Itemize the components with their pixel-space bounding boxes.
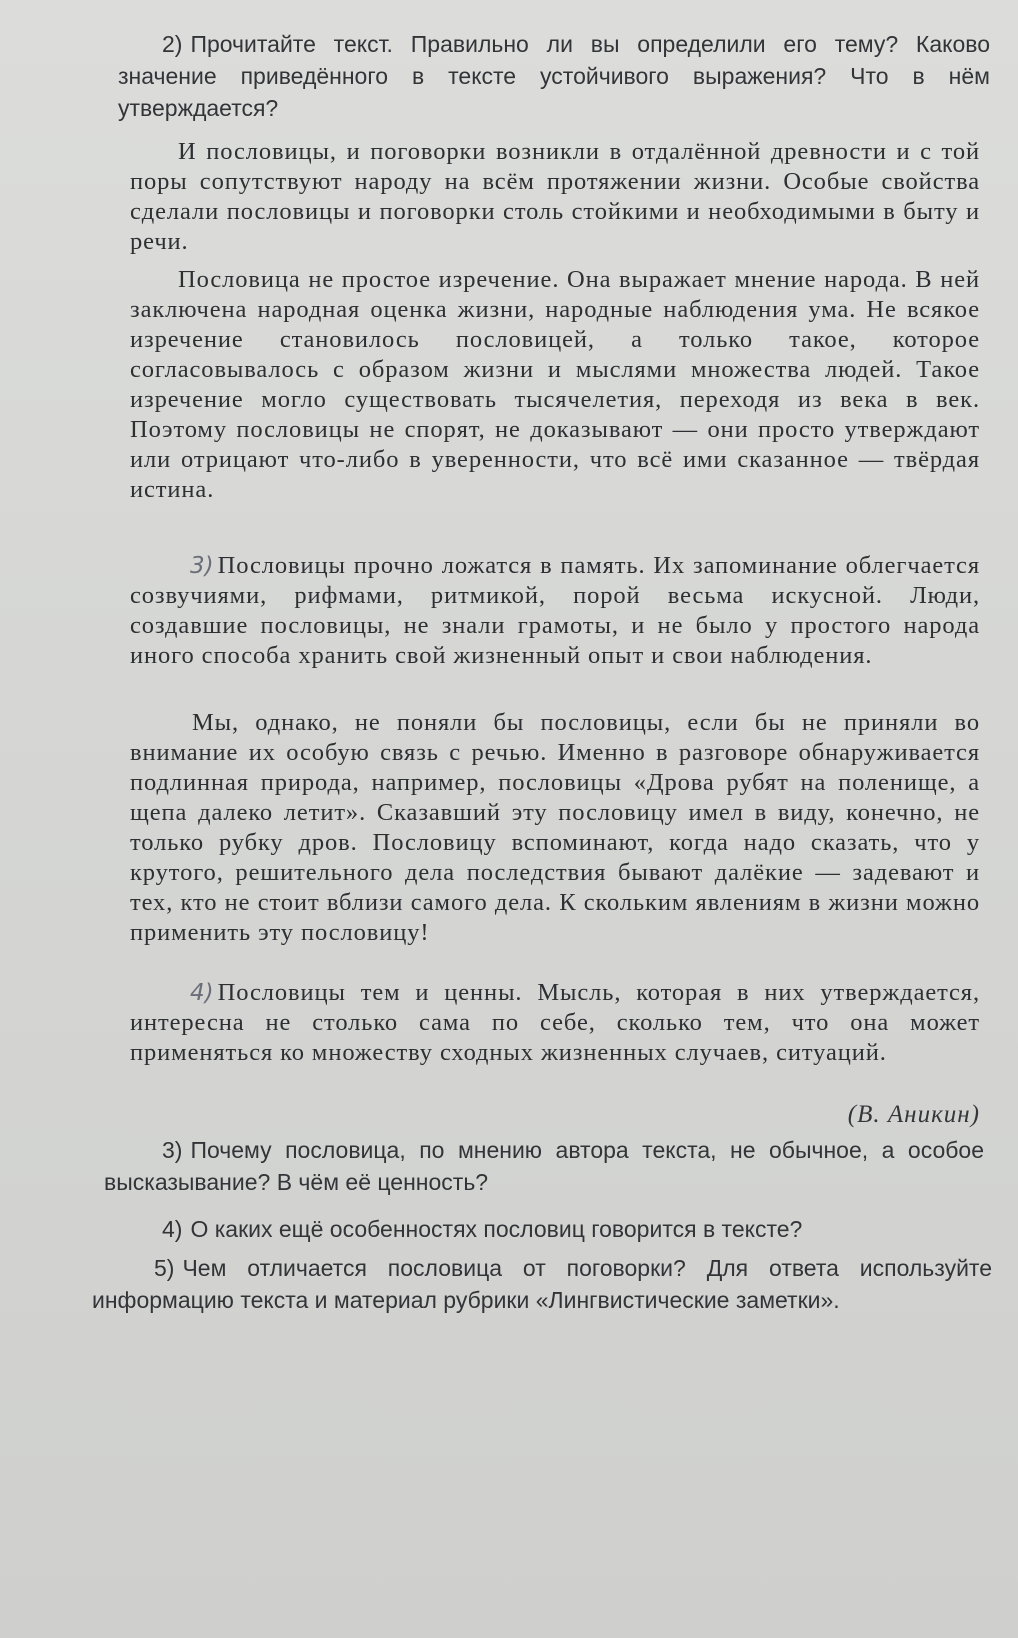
task-5-number: 5) <box>154 1255 175 1281</box>
paragraph-4: Мы, однако, не поняли бы пословицы, если бы не приняли во внимание их особую связь с речью. Именно в разговоре обнаруживается подлинная природа, например, пословицы «Дрова рубят на поленище, а щепа далеко летит». Сказавший эту пословицу имел в виду, конечно, не только рубку дров. Пословицу вспоминают, когда надо сказать, что у крутого, решительного дела последствия бывают далёкие — задевают и тех, кто не стоит вблизи самого дела. К скольким явлениям в жизни можно применить эту пословицу! <box>130 709 980 946</box>
pencil-mark-3: 3) <box>190 553 214 579</box>
task-3-number: 3) <box>162 1137 183 1163</box>
task-2 <box>118 28 990 124</box>
paragraph-1: И пословицы, и поговорки возникли в отдалённой древности и с той поры сопутствуют народу на всём протяжении жизни. Особые свойства сделали пословицы и поговорки столь стойкими и необходимыми в быту и речи. <box>130 138 980 255</box>
task-3 <box>104 1134 984 1198</box>
task-2-text: Прочитайте текст. Правильно ли вы определили его тему? Каково значение приведённого в тексте устойчивого выражения? Что в нём утверждается? <box>118 31 990 121</box>
paragraph-5 <box>130 978 980 1068</box>
task-4-text: О каких ещё особенностях пословиц говорится в тексте? <box>190 1216 803 1242</box>
author-attribution: (В. Аникин) <box>847 1101 980 1128</box>
task-3-text: Почему пословица, по мнению автора текста, не обычное, а особое высказывание? В чём её ценность? <box>104 1137 984 1195</box>
task-4-number: 4) <box>162 1216 183 1242</box>
paragraph-3 <box>130 551 980 671</box>
task-2-number: 2) <box>162 31 183 57</box>
paragraph-2: Пословица не простое изречение. Она выражает мнение народа. В ней заключена народная оценка жизни, народные наблюдения ума. Не всякое изречение становилось пословицей, а только такое, которое согласовывалось с образом жизни и мыслями множества людей. Такое изречение могло существовать тысячелетия, переходя из века в век. Поэтому пословицы не спорят, не доказывают — они просто утверждают или отрицают что-либо в уверенности, что всё ими сказанное — твёрдая истина. <box>130 266 980 503</box>
paragraph-5-text: Пословицы тем и ценны. Мысль, которая в них утверждается, интересна не столько сама по себе, сколько тем, что она может применяться ко множеству сходных жизненных случаев, ситуаций. <box>130 979 980 1066</box>
pencil-mark-4: 4) <box>190 980 214 1006</box>
task-5 <box>92 1252 992 1316</box>
task-5-text: Чем отличается пословица от поговорки? Для ответа используйте информацию текста и материал рубрики «Лингвистические заметки». <box>92 1255 992 1313</box>
task-4 <box>162 1213 992 1245</box>
paragraph-3-text: Пословицы прочно ложатся в память. Их запоминание облегчается созвучиями, рифмами, ритмикой, порой весьма искусной. Люди, создавшие пословицы, не знали грамоты, и не было у простого народа иного способа хранить свой жизненный опыт и свои наблюдения. <box>130 552 980 669</box>
